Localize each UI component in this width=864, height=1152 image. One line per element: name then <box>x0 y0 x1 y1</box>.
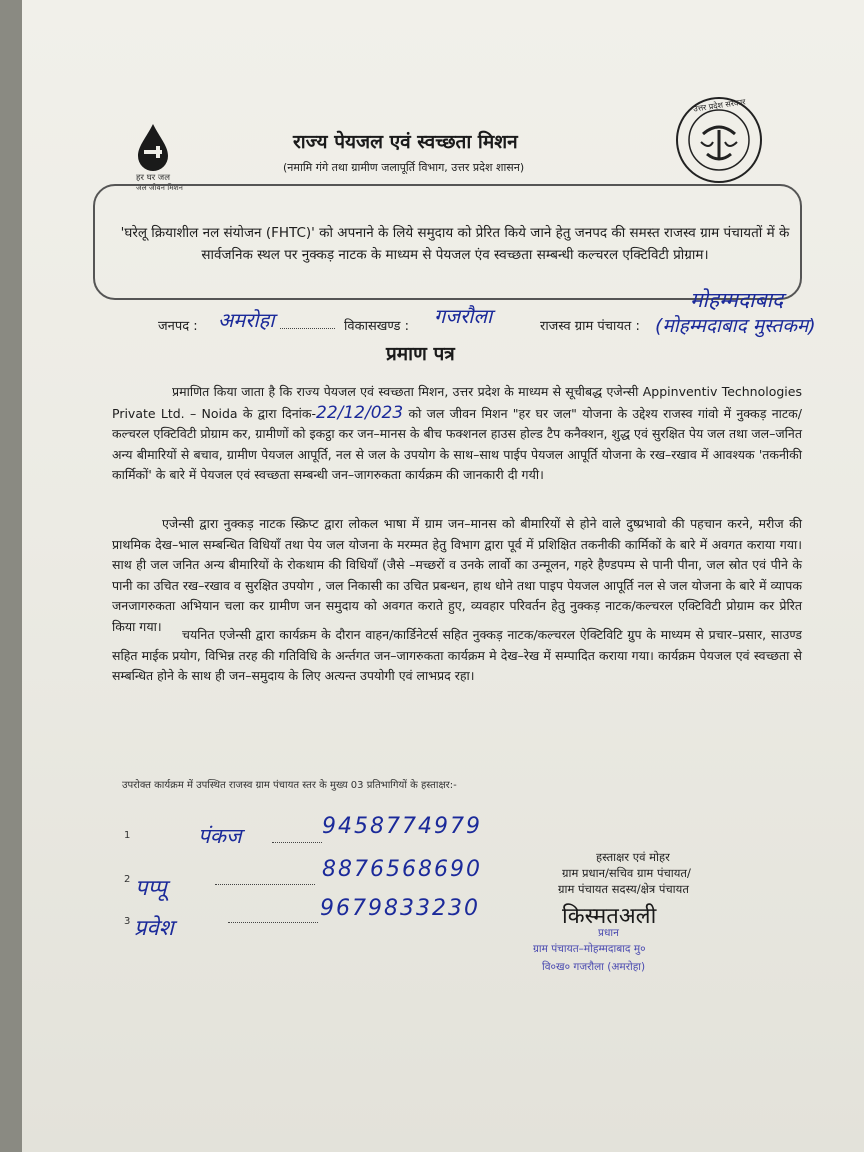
participant-number: 1 <box>124 830 131 841</box>
participant-phone: 9458774979 <box>322 814 482 839</box>
logo-text: हर घर जल <box>136 173 170 183</box>
gram-label: राजस्व ग्राम पंचायत : <box>540 319 640 334</box>
page-subtitle: (नमामि गंगे तथा ग्रामीण जलापूर्ति विभाग, उत्तर प्रदेश शासन) <box>283 161 525 174</box>
signature-heading: हस्ताक्षर एवं मोहर <box>596 850 670 864</box>
logo-subtext: जल जीवन मिशन <box>136 183 183 192</box>
participant-phone: 9679833230 <box>320 896 480 921</box>
participant-name: पंकज <box>198 824 242 848</box>
handwritten-signature: किस्मतअली <box>562 904 657 929</box>
participant-phone: 8876568690 <box>322 857 482 882</box>
gram-value-secondary: (मोहम्मदाबाद मुस्तकम) <box>655 315 816 337</box>
paragraph-3: चयनित एजेन्सी द्वारा कार्यक्रम के दौरान वाहन/कार्डिनेटर्स सहित नुक्कड़ नाटक/कल्चरल ऐक्टिविटि ग्रुप के माध्यम से प्रचार–प्रसार, साउण्ड सहित माईक प्रयोग, विभिन्न तरह की गतिविधि के अर्न्तगत जन–जागरुकता कार्यक्रम मे देख–रेख में सम्पादित कराया गया। कार्यक्रम पेयजल एवं स्वच्छता से सम्बन्धित होने के साथ ही जन–समुदाय के लिए अत्यन्त उपयोगी एवं लाभप्रद रहा। <box>112 627 802 683</box>
vikas-label: विकासखण्ड : <box>344 319 410 334</box>
seal-text: उत्तर प्रदेश सरकार <box>692 97 747 114</box>
signature-role-1: ग्राम प्रधान/सचिव ग्राम पंचायत/ <box>562 866 691 880</box>
water-drop-icon <box>128 122 198 177</box>
certificate-title: प्रमाण पत्र <box>386 343 455 365</box>
stamp-designation: प्रधान <box>598 927 619 939</box>
gram-value: मोहम्मदाबाद <box>690 288 784 312</box>
vikas-value: गजरौला <box>434 304 493 328</box>
janpad-label: जनपद : <box>158 319 198 334</box>
janpad-dots <box>280 318 335 329</box>
janpad-value: अमरोहा <box>218 308 275 332</box>
signature-role-2: ग्राम पंचायत सदस्य/क्षेत्र पंचायत <box>558 882 689 896</box>
participant-number: 2 <box>124 874 131 885</box>
paragraph-1 <box>112 382 802 486</box>
up-government-seal <box>673 94 765 186</box>
participant-dots <box>215 878 315 885</box>
participant-dots <box>228 916 318 923</box>
page-title: राज्य पेयजल एवं स्वच्छता मिशन <box>293 131 518 153</box>
participant-name: प्रवेश <box>134 916 174 941</box>
program-date: 22/12/023 <box>316 402 404 423</box>
participant-name: पप्पू <box>135 876 167 901</box>
paragraph-1-end: को जल जीवन मिशन "हर घर जल" योजना के उद्देश्य राजस्व गांवो में नुक्कड़ नाटक/कल्चरल एक्टिविटी प्रोग्राम कर, ग्रामीणों को इकट्ठा कर जन–मानस के बीच फक्शनल हाउस होल्ड टैप कनैक्शन, शुद्ध एवं सुरक्षित पेय जल तथा जल–जनित अन्य बीमारियों से बचाव, ग्रामीण पेयजल आपूर्ति, नल से जल के उपयोग के साथ–साथ पाईप पेयजल आपूर्ति योजना के रख–रखाव में आवश्यक 'तकनीकी कार्मिकों' के बारे में पेयजल एवं स्वच्छता सम्बन्धी जन–जागरुकता कार्यक्रम की जानकारी दी गयी। <box>112 405 802 482</box>
participant-number: 3 <box>124 916 131 927</box>
participant-dots <box>272 836 322 843</box>
paragraph-2: एजेन्सी द्वारा नुक्कड़ नाटक स्क्रिप्ट द्वारा लोकल भाषा में ग्राम जन–मानस को बीमारियों से होने वाले दुष्प्रभावो की पहचान करने, मरीज की प्राथमिक देख–भाल सम्बन्धित विधियाँ तथा पेय जल योजना के मरम्मत हेतु विभाग द्वारा पूर्व में प्रशिक्षित तकनीकी कार्मिकों के बारे में अवगत कराया गया। साथ ही जल जनित अन्य बीमारियों के रोकथाम की विधियाँ (जैसे –मच्छरों व उनके लार्वो का उन्मूलन, गहरे हैण्डपम्प से पानी पीना, जल स्रोत एवं पीने के पानी का उचित रख–रखाव व सुरक्षित उपयोग , जल निकासी का उचित प्रबन्धन, हाथ धोने तथा पाइप पेयजल आपूर्ति नल से जल योजना के बारे में व्यापक जनजागरुकता अभियान चला कर ग्रामीण जन समुदाय को अवगत कराते हुए, व्यवहार परिवर्तन हेतु नुक्कड़ नाटक/कल्चरल एक्टिविटी प्रोग्राम कर प्रेरित किया गया। <box>112 516 802 634</box>
stamp-panchayat: ग्राम पंचायत–मोहम्मदाबाद मु० <box>533 943 646 955</box>
stamp-block: वि०ख० गजरौला (अमरोहा) <box>542 961 646 973</box>
program-description-text: 'घरेलू क्रियाशील नल संयोजन (FHTC)' को अपनाने के लिये समुदाय को प्रेरित किये जाने हेतु जनपद की समस्त राजस्व ग्राम पंचायतों में के सार्वजनिक स्थल पर नुक्कड़ नाटक के माध्यम से पेयजल एंव स्वच्छता सम्बन्धी कल्चरल एक्टिविटी प्रोग्राम। <box>120 225 790 263</box>
participants-note: उपरोक्त कार्यक्रम में उपस्थित राजस्व ग्राम पंचायत स्तर के मुख्य 03 प्रतिभागियों के हस्ताक्षर:- <box>122 780 457 791</box>
paragraph-1-start: प्रमाणित किया जाता है कि राज्य पेयजल एवं स्वच्छता मिशन, उत्तर प्रदेश के माध्यम से सूचीबद्ध एजेन्सी Appinventiv Technologies Private Ltd. – Noida के द्वारा दिनांक- <box>112 384 802 421</box>
